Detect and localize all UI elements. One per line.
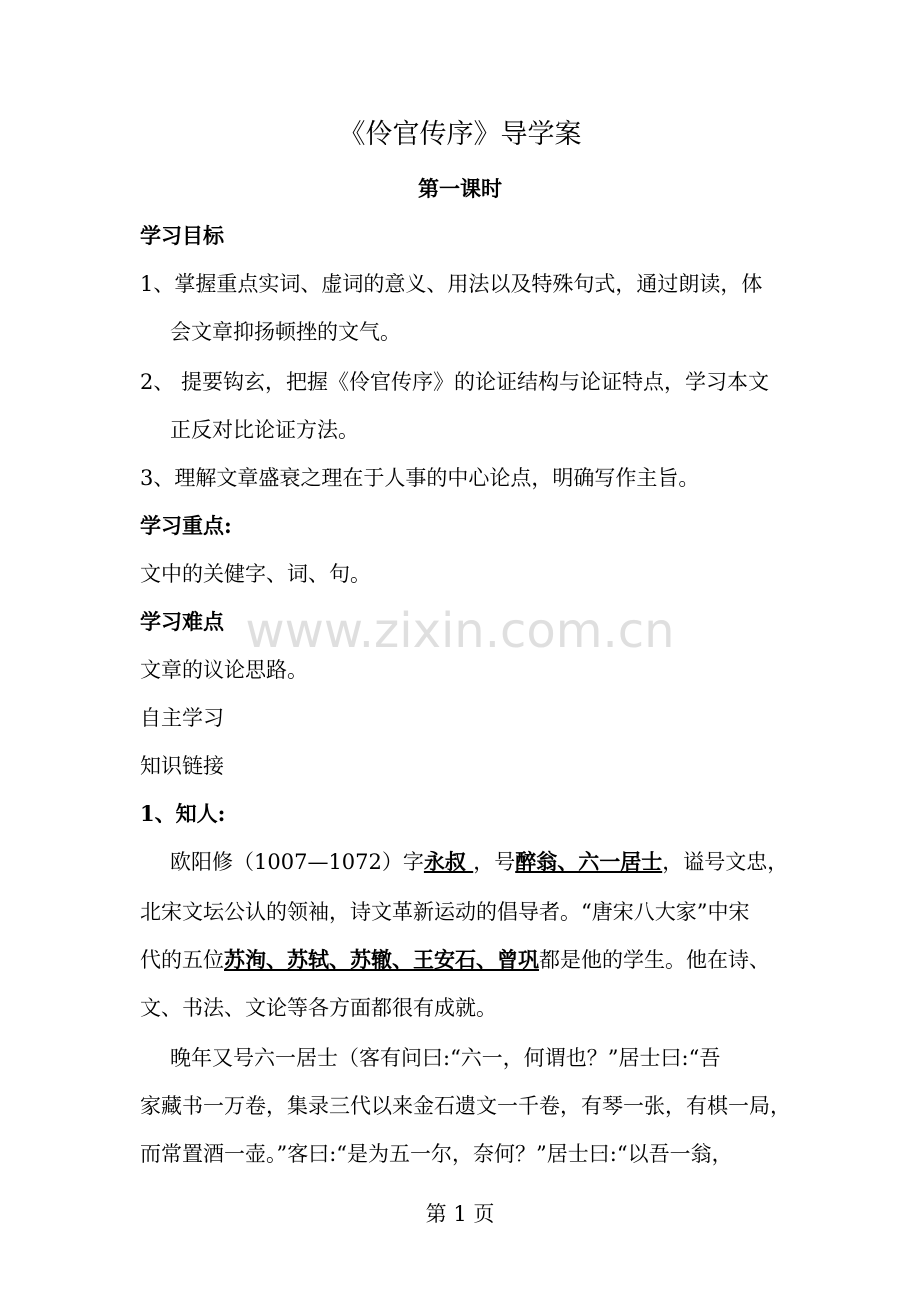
bio-paragraph-2-line-2: 家藏书一万卷，集录三代以来金石遗文一千卷，有琴一张，有棋一局， xyxy=(140,1094,791,1118)
knowledge-link-heading: 知识链接 xyxy=(140,754,224,778)
key-points-heading: 学习重点: xyxy=(140,513,232,538)
student-names: 苏洵、苏轼、苏辙、王安石、曾巩 xyxy=(224,947,539,972)
goal-1-line-2: 会文章抑扬顿挫的文气。 xyxy=(170,320,401,344)
goal-2-line-2: 正反对比论证方法。 xyxy=(170,418,359,442)
bio-text: ，号 xyxy=(473,850,516,874)
bio-paragraph-2-line-3: 而常置酒一壶。”客曰:“是为五一尔，奈何？”居士曰:“以吾一翁， xyxy=(140,1142,733,1166)
bio-paragraph-1-line-4: 文、书法、文论等各方面都很有成就。 xyxy=(140,996,497,1020)
difficulty-text: 文章的议论思路。 xyxy=(140,658,308,682)
key-points-text: 文中的关健字、词、句。 xyxy=(140,562,371,586)
know-person-heading: 1、知人: xyxy=(140,801,226,826)
self-study-heading: 自主学习 xyxy=(140,706,224,730)
bio-paragraph-1-line-1 xyxy=(170,849,788,875)
art-names: 醉翁、六一居士 xyxy=(515,849,663,874)
bio-text: 都是他的学生。他在诗、 xyxy=(539,948,770,972)
document-title: 《伶官传序》导学案 xyxy=(338,119,582,150)
goals-heading: 学习目标 xyxy=(140,223,224,248)
lesson-label: 第一课时 xyxy=(418,176,502,201)
goal-3: 3、理解文章盛衰之理在于人事的中心论点，明确写作主旨。 xyxy=(140,466,700,490)
goal-1-line-1: 1、掌握重点实词、虚词的意义、用法以及特殊句式，通过朗读，体 xyxy=(140,272,763,296)
bio-paragraph-1-line-2: 北宋文坛公认的领袖，诗文革新运动的倡导者。“唐宋八大家”中宋 xyxy=(140,900,750,924)
courtesy-name: 永叔 xyxy=(423,849,474,874)
page-number-footer: 第 1 页 xyxy=(425,1202,495,1226)
bio-text: ，谥号文忠， xyxy=(662,850,789,874)
bio-paragraph-1-line-3 xyxy=(140,947,770,973)
goal-2-line-1: 2、 提要钩玄，把握《伶官传序》的论证结构与论证特点，学习本文 xyxy=(140,370,770,394)
bio-paragraph-2-line-1: 晚年又号六一居士（客有问曰:“六一，何谓也？”居士曰:“吾 xyxy=(170,1046,721,1070)
bio-text: 代的五位 xyxy=(140,948,224,972)
watermark: www.zixin.com.cn xyxy=(245,603,675,659)
bio-text: 欧阳修（1007—1072）字 xyxy=(170,850,424,874)
difficulty-heading: 学习难点 xyxy=(140,609,224,634)
